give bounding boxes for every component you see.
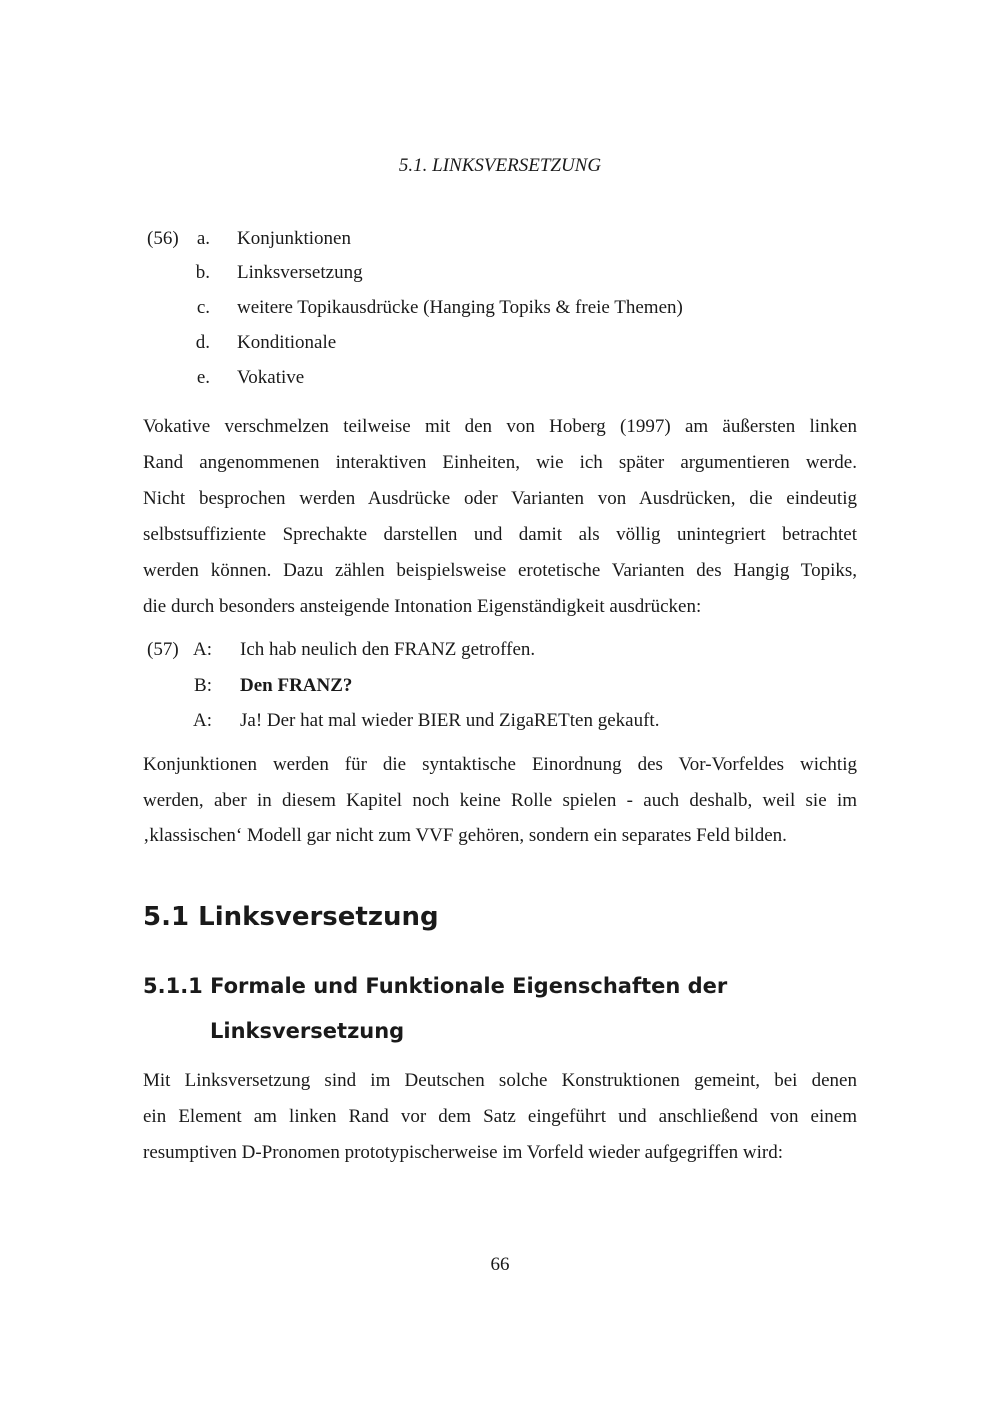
running-header: 5.1. LINKSVERSETZUNG xyxy=(398,155,602,176)
subsection-title-line2: Linksversetzung xyxy=(210,1019,405,1043)
example-number: (57) xyxy=(147,639,179,660)
item-label: c. xyxy=(196,297,210,318)
subsection-number: 5.1.1 xyxy=(143,974,203,998)
section-heading xyxy=(143,900,439,934)
dialogue-turn: Den FRANZ? xyxy=(240,675,353,696)
text-line: ‚klassischen‘ Modell gar nicht zum VVF gehören, sondern ein separates Feld bilden. xyxy=(143,825,787,846)
item-label: b. xyxy=(195,262,210,283)
item-label: d. xyxy=(195,332,210,353)
text-line: resumptiven D-Pronomen prototypischerweise im Vorfeld wieder aufgegriffen wird: xyxy=(143,1142,784,1163)
dialogue-turn: Ich hab neulich den FRANZ getroffen. xyxy=(240,639,536,660)
speaker-label: B: xyxy=(194,675,212,696)
item-label: e. xyxy=(196,367,210,388)
list-item: Vokative xyxy=(237,367,305,388)
list-item: weitere Topikausdrücke (Hanging Topiks & freie Themen) xyxy=(237,297,683,318)
text-line: Rand angenommenen interaktiven Einheiten, wie ich später argumentieren werde. xyxy=(143,452,857,473)
item-label: a. xyxy=(196,228,210,249)
text-line: die durch besonders ansteigende Intonation Eigenständigkeit ausdrücken: xyxy=(143,596,702,617)
text-line: Vokative verschmelzen teilweise mit den von Hoberg (1997) am äußersten linken xyxy=(143,416,857,437)
speaker-label: A: xyxy=(193,710,212,731)
text-line: werden, aber in diesem Kapitel noch keine Rolle spielen - auch deshalb, weil sie im xyxy=(143,790,857,811)
page-number: 66 xyxy=(490,1254,510,1275)
list-item: Konditionale xyxy=(237,332,337,353)
example-number: (56) xyxy=(147,228,179,249)
text-line: Mit Linksversetzung sind im Deutschen solche Konstruktionen gemeint, bei denen xyxy=(143,1070,857,1091)
dialogue-turn: Ja! Der hat mal wieder BIER und ZigaRETten gekauft. xyxy=(240,710,660,731)
text-line: ein Element am linken Rand vor dem Satz eingeführt und anschließend von einem xyxy=(143,1106,857,1127)
section-title: Linksversetzung xyxy=(198,902,439,932)
section-number: 5.1 xyxy=(143,902,190,932)
subsection-heading xyxy=(143,972,727,1000)
list-item: Konjunktionen xyxy=(237,228,351,249)
text-line: werden können. Dazu zählen beispielsweise erotetische Varianten des Hangig Topiks, xyxy=(143,560,857,581)
speaker-label: A: xyxy=(193,639,212,660)
list-item: Linksversetzung xyxy=(237,262,363,283)
text-line: Nicht besprochen werden Ausdrücke oder Varianten von Ausdrücken, die eindeutig xyxy=(143,488,857,509)
text-line: Konjunktionen werden für die syntaktische Einordnung des Vor-Vorfeldes wichtig xyxy=(143,754,857,775)
text-line: selbstsuffiziente Sprechakte darstellen und damit als völlig unintegriert betrachtet xyxy=(143,524,857,545)
subsection-title: Formale und Funktionale Eigenschaften der xyxy=(210,974,728,998)
